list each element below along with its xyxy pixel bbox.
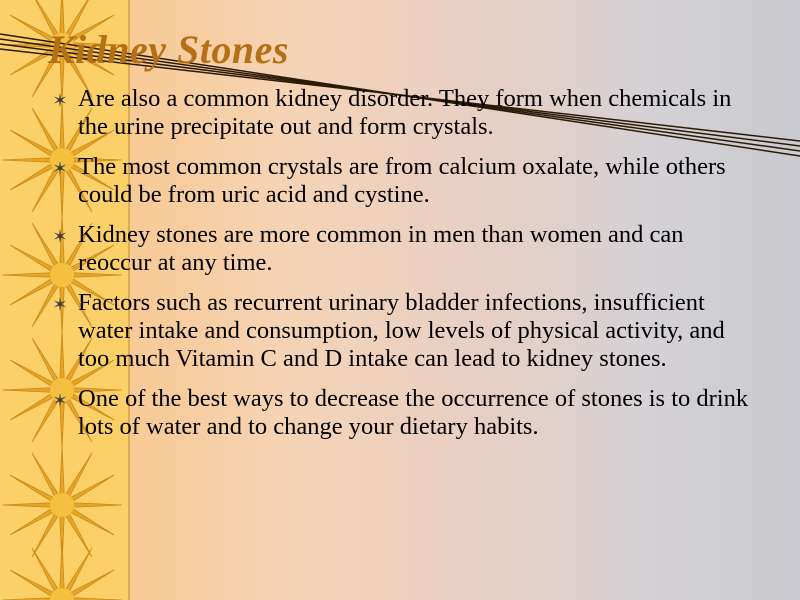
bullet-item	[52, 221, 752, 277]
bullet-item	[52, 85, 752, 141]
six-point-star-icon	[52, 92, 68, 108]
slide-title: Kidney Stones	[48, 27, 289, 72]
bullet-text: One of the best ways to decrease the occurrence of stones is to drink lots of water and to change your dietary habits.	[78, 385, 749, 440]
bullet-item	[52, 153, 752, 209]
six-point-star-icon	[52, 228, 68, 244]
bullet-text: Kidney stones are more common in men than women and can reoccur at any time.	[78, 221, 684, 276]
bullet-text: Are also a common kidney disorder. They form when chemicals in the urine precipitate out and form crystals.	[78, 85, 732, 140]
bullet-text: The most common crystals are from calcium oxalate, while others could be from uric acid and cystine.	[78, 153, 726, 208]
six-point-star-icon	[52, 392, 68, 408]
six-point-star-icon	[52, 296, 68, 312]
six-point-star-icon	[52, 160, 68, 176]
bullet-text: Factors such as recurrent urinary bladder infections, insufficient water intake and consumption, low levels of physical activity, and too much Vitamin C and D intake can lead to kidney stones.	[78, 289, 725, 372]
bullet-item	[52, 289, 752, 373]
bullet-list	[52, 85, 752, 453]
bullet-item	[52, 385, 752, 441]
